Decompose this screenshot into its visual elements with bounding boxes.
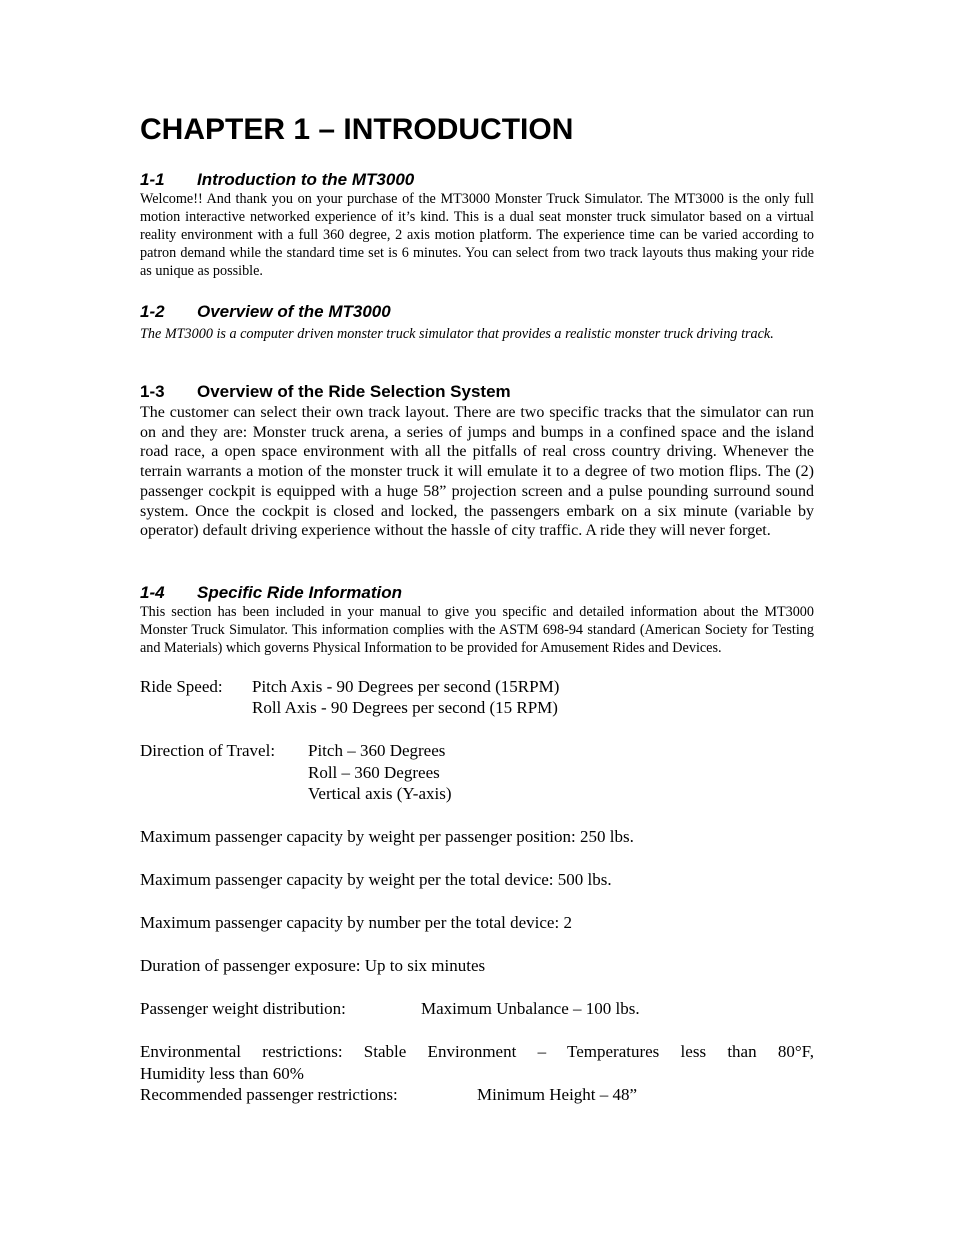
- ride-speed-pitch: Pitch Axis - 90 Degrees per second (15RPM): [252, 677, 560, 696]
- section-title: Specific Ride Information: [197, 583, 402, 602]
- ride-speed-label: Ride Speed:: [140, 677, 223, 696]
- section-title: Overview of the MT3000: [197, 302, 391, 321]
- direction-pitch: Pitch – 360 Degrees: [308, 741, 446, 760]
- passenger-restrictions-value: Minimum Height – 48”: [477, 1085, 638, 1104]
- section-body-1-3: The customer can select their own track layout. There are two specific tracks that the simulator can run on and they are: Monster truck arena, a series of jumps and bumps in a confined space and the island road race, a open space environment with all the pitfalls of real cross country driving. Whenever the terrain warrants a motion of the monster truck it will emulate it to a degree of two motion flips. The (2) passenger cockpit is equipped with a huge 58” projection screen and a pulse pounding surround sound system. Once the cockpit is closed and locked, the passengers embark on a six minute (variable by operator) default driving experience without the hassle of city traffic. A ride they will never forget.: [140, 404, 814, 540]
- section-body-1-1: Welcome!! And thank you on your purchase of the MT3000 Monster Truck Simulator. The MT3000 is the only full motion interactive networked experience of it’s kind. This is a dual seat monster truck simulator based on a virtual reality environment with a full 360 degree, 2 axis motion platform. The experience time can be varied according to patron demand while the standard time set is 6 minutes. You can select from two track layouts thus making your ride as unique as possible.: [140, 191, 814, 279]
- weight-distribution-value: Maximum Unbalance – 100 lbs.: [421, 999, 640, 1018]
- max-weight-position: Maximum passenger capacity by weight per passenger position: 250 lbs.: [140, 827, 634, 846]
- section-number: 1-1: [140, 170, 165, 189]
- max-number-device: Maximum passenger capacity by number per the total device: 2: [140, 913, 572, 932]
- section-number: 1-4: [140, 583, 165, 602]
- direction-roll: Roll – 360 Degrees: [308, 763, 440, 782]
- max-weight-device: Maximum passenger capacity by weight per the total device: 500 lbs.: [140, 870, 612, 889]
- passenger-restrictions-label: Recommended passenger restrictions:: [140, 1085, 398, 1104]
- chapter-title: CHAPTER 1 – INTRODUCTION: [140, 113, 574, 146]
- environment-restrictions-line1: Environmental restrictions: Stable Environment – Temperatures less than 80°F,: [140, 1042, 814, 1061]
- section-body-1-4: This section has been included in your manual to give you specific and detailed information about the MT3000 Monster Truck Simulator. This information complies with the ASTM 698-94 standard (American Society for Testing and Materials) which governs Physical Information to be provided for Amusement Rides and Devices.: [140, 604, 814, 656]
- direction-label: Direction of Travel:: [140, 741, 276, 760]
- environment-restrictions-line2: Humidity less than 60%: [140, 1064, 304, 1083]
- direction-vertical: Vertical axis (Y-axis): [308, 784, 452, 803]
- section-heading-1-3: [140, 382, 511, 402]
- section-heading-1-2: [140, 302, 391, 322]
- weight-distribution-label: Passenger weight distribution:: [140, 999, 346, 1018]
- section-body-1-2: The MT3000 is a computer driven monster truck simulator that provides a realistic monster truck driving track.: [140, 326, 774, 342]
- section-heading-1-4: [140, 583, 402, 603]
- duration-of-exposure: Duration of passenger exposure: Up to six minutes: [140, 956, 486, 975]
- section-number: 1-2: [140, 302, 165, 321]
- section-number: 1-3: [140, 382, 165, 401]
- section-title: Introduction to the MT3000: [197, 170, 415, 189]
- section-title: Overview of the Ride Selection System: [197, 382, 511, 401]
- ride-speed-roll: Roll Axis - 90 Degrees per second (15 RPM): [252, 698, 558, 717]
- section-heading-1-1: [140, 170, 414, 190]
